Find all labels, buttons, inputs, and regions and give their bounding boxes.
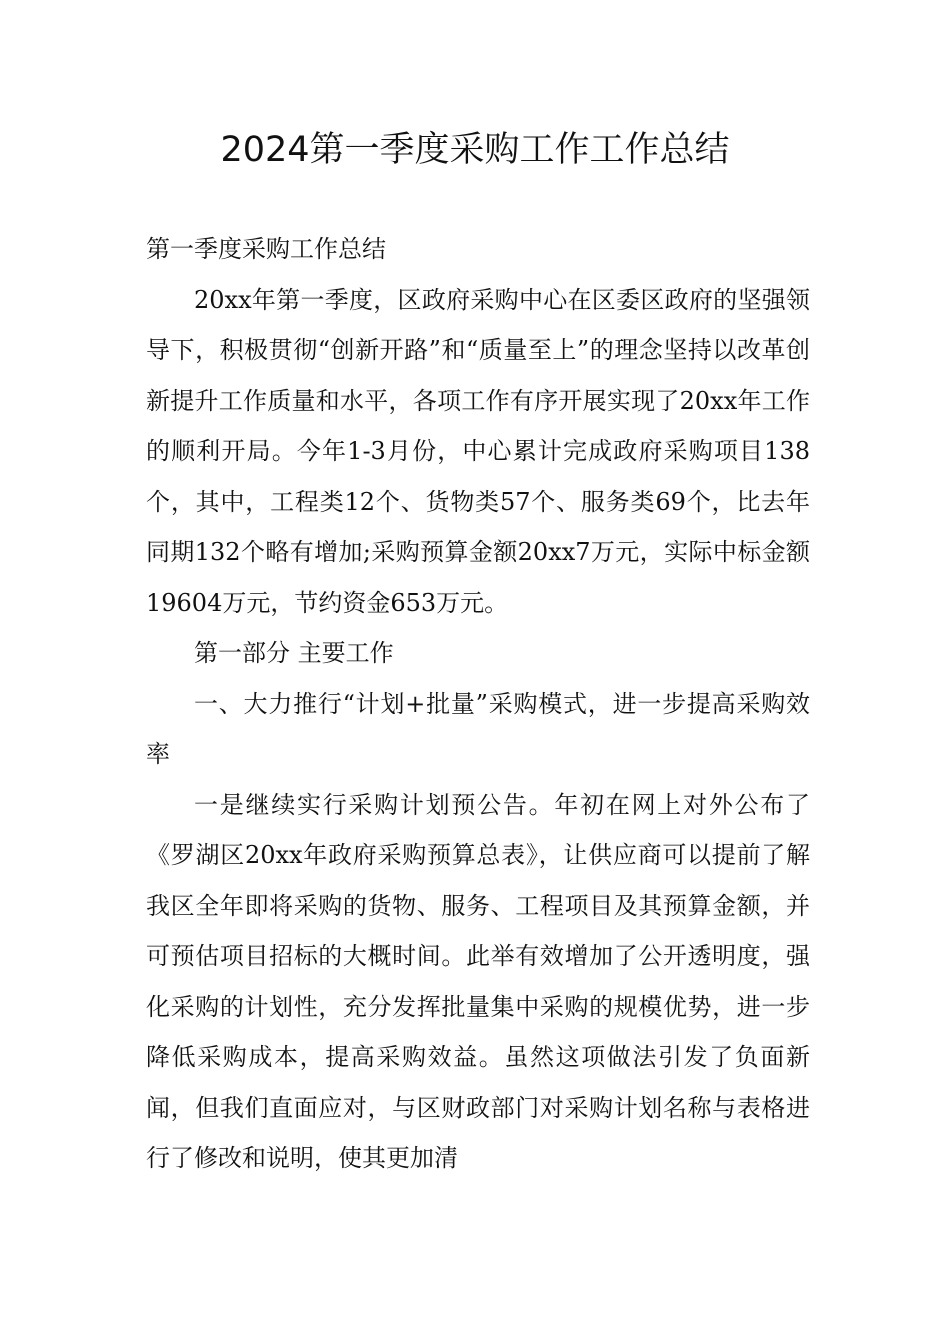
document-title: 2024第一季度采购工作工作总结 [220,130,730,170]
document-subtitle: 第一季度采购工作总结 [146,235,386,263]
body-paragraph: 一是继续实行采购计划预公告。年初在网上对外公布了《罗湖区20xx年政府采购预算总表》，让供应商可以提前了解我区全年即将采购的货物、服务、工程项目及其预算金额，并可预估项目招标的大概时间。此举有效增加了公开透明度，强化采购的计划性，充分发挥批量集中采购的规模优势，进一步降低采购成本，提高采购效益。虽然这项做法引发了负面新闻，但我们直面应对，与区财政部门对采购计划名称与表格进行了修改和说明，使其更加清 [146,790,810,1172]
document-body [146,224,810,1184]
subsection-heading: 一、大力推行“计划+批量”采购模式，进一步提高采购效率 [146,689,810,768]
intro-paragraph: 20xx年第一季度，区政府采购中心在区委区政府的坚强领导下，积极贯彻“创新开路”和“质量至上”的理念坚持以改革创新提升工作质量和水平，各项工作有序开展实现了20xx年工作的顺利开局。今年1-3月份，中心累计完成政府采购项目138个，其中，工程类12个、货物类57个、服务类69个，比去年同期132个略有增加;采购预算金额20xx7万元，实际中标金额19604万元，节约资金653万元。 [146,285,810,617]
section-heading: 第一部分 主要工作 [194,639,394,667]
